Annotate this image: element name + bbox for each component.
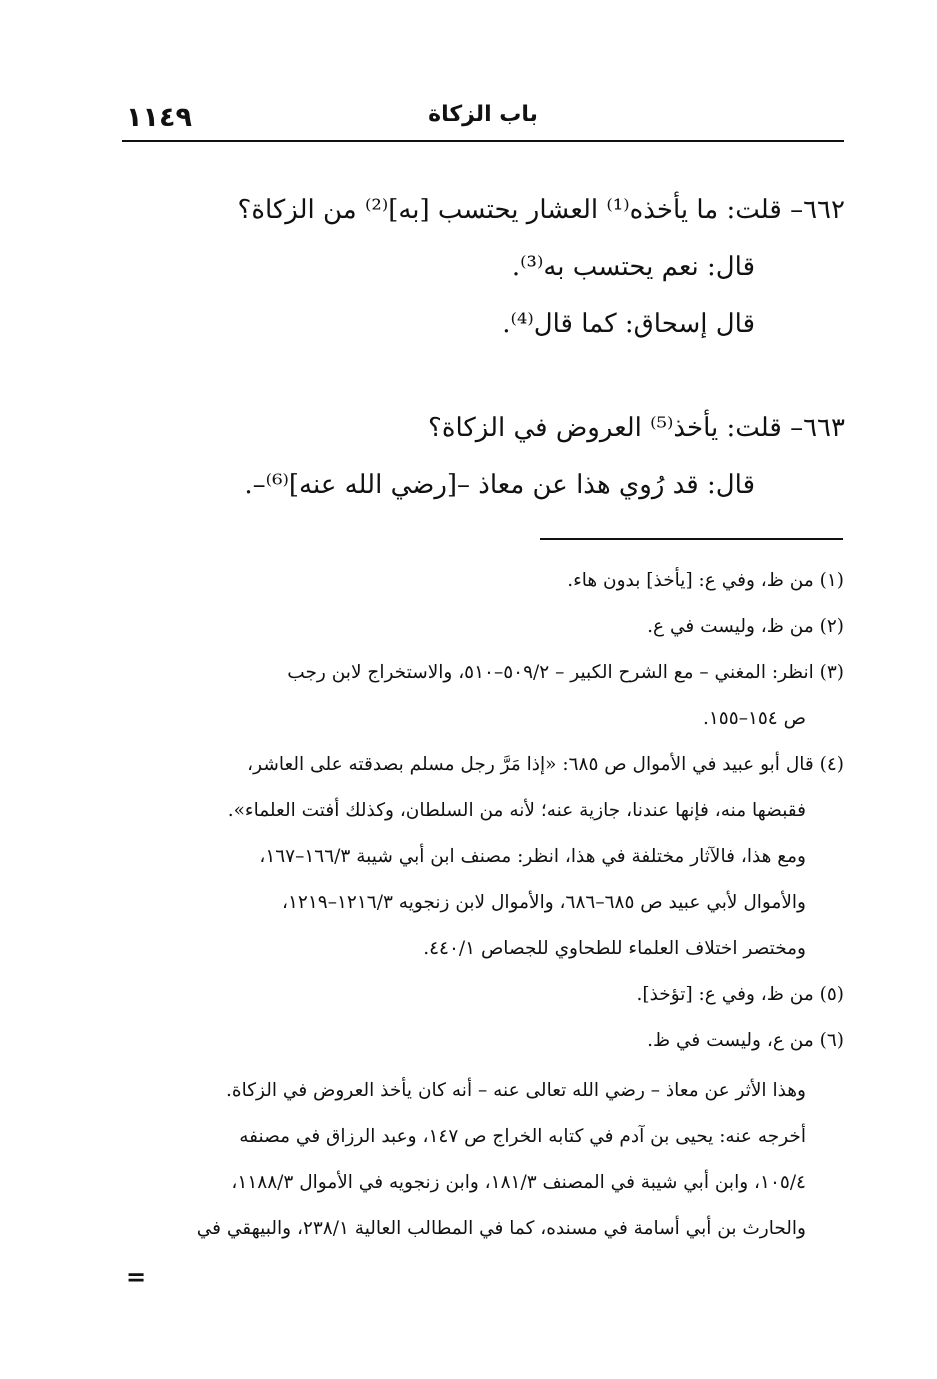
entry-662 xyxy=(205,182,845,353)
footnote-4: (٤) قال أبو عبيد في الأموال ص ٦٨٥: «إذا مَرَّ رجل مسلم بصدقته على العاشر، xyxy=(247,754,844,775)
entry-answer: قال: نعم يحتسب به⁽³⁾. xyxy=(511,252,755,282)
footnote-3: (٣) انظر: المغني – مع الشرح الكبير – ٥٠٩/٢–٥١٠، والاستخراج لابن رجب xyxy=(287,662,844,683)
footnote-4-continuation: والأموال لأبي عبيد ص ٦٨٥–٦٨٦، والأموال لابن زنجويه ١٢١٦/٣–١٢١٩، xyxy=(282,892,806,913)
commentary-note xyxy=(122,1068,844,1252)
commentary-line: ١٠٥/٤، وابن أبي شيبة في المصنف ١٨١/٣، وابن زنجويه في الأموال ١١٨٨/٣، xyxy=(231,1172,806,1193)
entry-question: ٦٦٢– قلت: ما يأخذه⁽¹⁾ العشار يحتسب [به]⁽²⁾ من الزكاة؟ xyxy=(237,195,845,225)
footnote-1: (١) من ظ، وفي ع: [يأخذ] بدون هاء. xyxy=(567,570,844,591)
footnote-2: (٢) من ظ، وليست في ع. xyxy=(647,616,844,637)
commentary-line: أخرجه عنه: يحيى بن آدم في كتابه الخراج ص ١٤٧، وعبد الرزاق في مصنفه xyxy=(239,1126,806,1147)
entry-question: ٦٦٣– قلت: يأخذ⁽⁵⁾ العروض في الزكاة؟ xyxy=(428,413,845,443)
footnote-5: (٥) من ظ، وفي ع: [تؤخذ]. xyxy=(636,984,844,1005)
page-header xyxy=(122,96,844,142)
footnotes xyxy=(122,558,844,1252)
continuation-mark: = xyxy=(126,1262,147,1291)
footnote-3-continuation: ص ١٥٤–١٥٥. xyxy=(702,708,806,729)
footnote-separator xyxy=(540,538,843,540)
footnote-6: (٦) من ع، وليست في ظ. xyxy=(647,1030,844,1051)
entry-answer: قال: قد رُوي هذا عن معاذ –[رضي الله عنه]⁽⁶⁾–. xyxy=(244,470,755,500)
footnote-4-continuation: فقبضها منه، فإنها عندنا، جازية عنه؛ لأنه من السلطان، وكذلك أفتت العلماء». xyxy=(227,800,806,821)
commentary-line: والحارث بن أبي أسامة في مسنده، كما في المطالب العالية ٢٣٨/١، والبيهقي في xyxy=(196,1218,806,1239)
entry-answer: قال إسحاق: كما قال⁽⁴⁾. xyxy=(502,309,755,339)
commentary-line: وهذا الأثر عن معاذ – رضي الله تعالى عنه – أنه كان يأخذ العروض في الزكاة. xyxy=(226,1080,806,1101)
running-title: باب الزكاة xyxy=(428,102,538,127)
page-number: ١١٤٩ xyxy=(126,102,192,133)
entry-663 xyxy=(205,400,845,514)
footnote-4-continuation: ومختصر اختلاف العلماء للطحاوي للجصاص ٤٤٠/١. xyxy=(423,938,806,959)
footnote-4-continuation: ومع هذا، فالآثار مختلفة في هذا، انظر: مصنف ابن أبي شيبة ١٦٦/٣–١٦٧، xyxy=(259,846,806,867)
